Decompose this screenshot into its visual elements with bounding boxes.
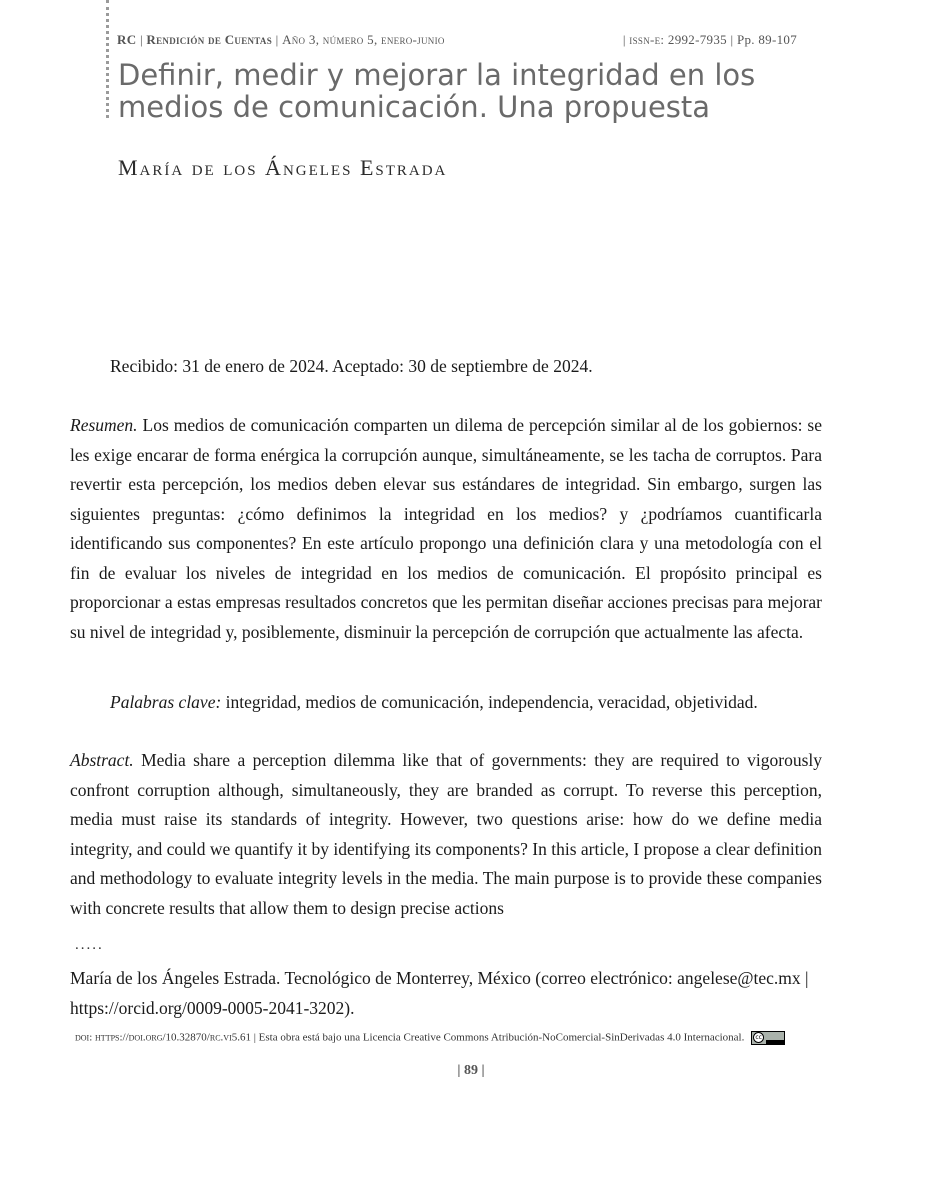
keywords-label: Palabras clave:	[110, 692, 222, 712]
abstract-paragraph	[70, 746, 822, 923]
abstract-text: Media share a perception dilemma like that of governments: they are required to vigorously confront corruption although, simultaneously, they are branded as corrupt. To reverse this perception, media must raise its standards of integrity. However, two questions arise: how do we define media integrity, and could we quantify it by identifying its components? In this article, I propose a clear definition and methodology to evaluate integrity levels in the media. The main purpose is to provide these companies with concrete results that allow them to design precise actions	[70, 750, 822, 918]
resumen-text: Los medios de comunicación comparten un dilema de percepción similar al de los gobiernos: se les exige encarar de forma enérgica la corrupción aunque, simultáneamente, se les tacha de corruptos. Para revertir esta percepción, los medios deben elevar sus estándares de integridad. Sin embargo, surgen las siguientes preguntas: ¿cómo definimos la integridad en los medios? y ¿podríamos cuantificarla identificando sus componentes? En este artículo propongo una definición clara y una metodología con el fin de evaluar los niveles de integridad en los medios de comunicación. El propósito principal es proporcionar a estas empresas resultados concretos que les permitan diseñar acciones precisas para mejorar su nivel de integridad y, posiblemente, disminuir la percepción de corrupción que actualmente las afecta.	[70, 415, 823, 642]
resumen-label: Resumen.	[70, 415, 138, 435]
dotted-vertical-rule	[106, 0, 109, 118]
page-number: | 89 |	[457, 1063, 485, 1078]
author-footnote: María de los Ángeles Estrada. Tecnológico de Monterrey, México (correo electrónico: angelese@tec.mx | https://orcid.org/0009-0005-2041-3202).	[70, 968, 809, 1018]
doi-link[interactable]: doi: https://doi.org/10.32870/rc.vi5.61	[75, 1031, 251, 1044]
resumen-paragraph	[70, 411, 822, 647]
journal-abbrev: RC	[117, 32, 137, 47]
abstract-label: Abstract.	[70, 750, 134, 770]
keywords-text: integridad, medios de comunicación, independencia, veracidad, objetividad.	[225, 692, 758, 712]
license-line	[75, 1031, 825, 1045]
running-head	[117, 32, 797, 50]
running-head-left: RC | Rendición de Cuentas | Año 3, número 5, enero-junio	[117, 32, 445, 47]
issn: issn-e: 2992-7935	[629, 32, 727, 47]
article-author: María de los Ángeles Estrada	[118, 155, 448, 180]
footnote-separator: .....	[75, 937, 104, 953]
keywords-paragraph	[110, 688, 822, 718]
cc-logo-icon: cc	[753, 1032, 764, 1043]
article-title: Definir, medir y mejorar la integridad en los medios de comunicación. Una propuesta	[118, 58, 756, 124]
journal-name: Rendición de Cuentas	[146, 32, 273, 47]
running-head-right: | issn-e: 2992-7935 | Pp. 89-107	[622, 32, 797, 47]
page-range: Pp. 89-107	[736, 32, 797, 47]
license-text: | Esta obra está bajo una Licencia Creative Commons Atribución-NoComercial-SinDerivadas 4.0 Internacional.	[253, 1031, 745, 1044]
issue-info: Año 3, número 5, enero-junio	[282, 32, 445, 47]
received-dates: Recibido: 31 de enero de 2024. Aceptado: 30 de septiembre de 2024.	[110, 356, 593, 376]
creative-commons-icon[interactable]	[751, 1031, 785, 1045]
